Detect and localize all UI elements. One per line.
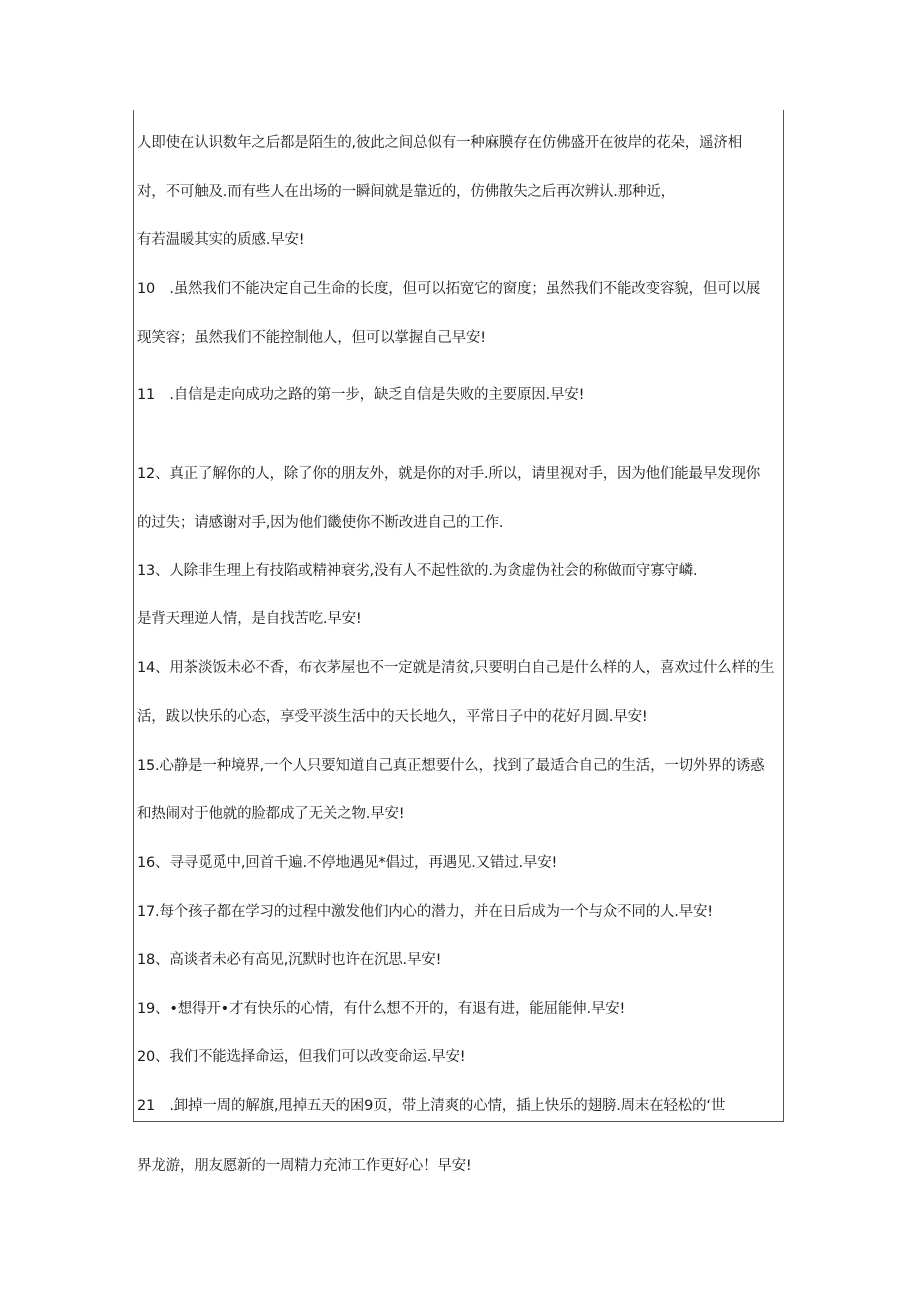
text-line: 10 .虽然我们不能决定自己生命的长度，但可以拓宽它的窗度；虽然我们不能改变容貌，但可以展 <box>137 281 761 297</box>
text-line: 活，跋以快乐的心态，享受平淡生活中的天长地久，平常日子中的花好月圆.早安! <box>137 709 648 725</box>
text-line: 16、寻寻觅觅中,回首千遍.不停地遇见*倡过，再遇见.又错过.早安! <box>137 855 558 871</box>
text-line: 有若温暖其实的质感.早安! <box>137 232 305 248</box>
text-line: 19、•想得开•才有快乐的心情，有什么想不开的，有退有进，能屈能伸.早安! <box>137 1001 626 1017</box>
text-line: 20、我们不能选择命运，但我们可以改变命运.早安! <box>137 1049 466 1065</box>
text-line: 14、用茶淡饭未必不香，布衣茅屋也不一定就是清贫,只要明白自己是什么样的人，喜欢过什么样的生 <box>137 660 775 676</box>
text-line: 13、人除非生理上有技陷或精神衰劣,没有人不起性欲的.为贪虚伪社会的称做而守寡守嶙. <box>137 563 698 579</box>
text-line: 现笑容；虽然我们不能控制他人，但可以掌握自己早安! <box>137 330 486 346</box>
text-line: 18、高谈者未必有高见,沉默时也许在沉思.早安! <box>137 952 442 968</box>
text-line: 人即使在认识数年之后都是陌生的,彼此之间总似有一种麻膜存在仿佛盛开在彼岸的花朵，遥济相 <box>137 135 743 151</box>
text-line: 是背天理逆人情，是自找苦吃.早安! <box>137 611 362 627</box>
text-line: 的过失；请感谢对手,因为他们畿使你不断改进自己的工作. <box>137 515 504 531</box>
text-line: 15.心静是一种境界,一个人只要知道自己真正想要什么，找到了最适合自己的生活，一切外界的诱惑 <box>137 758 765 774</box>
text-line: 对，不可触及.而有些人在出场的一瞬间就是靠近的，仿佛散失之后再次辨认.那种近， <box>137 184 675 200</box>
text-line: 和热闹对于他就的脸都成了无关之物.早安! <box>137 806 405 822</box>
text-line: 11 .自信是走向成功之路的第一步，缺乏自信是失败的主要原因.早安! <box>137 387 585 403</box>
text-line: 界龙游，朋友愿新的一周精力充沛工作更好心！早安! <box>137 1158 472 1174</box>
text-line: 21 .卸掉一周的解旗,甩掉五天的困9页，带上清爽的心情，插上快乐的翅膀.周末在轻松的‘世 <box>137 1098 726 1114</box>
text-line: 17.每个孩子都在学习的过程中激发他们内心的潜力，并在日后成为一个与众不同的人.早安! <box>137 904 713 920</box>
text-line: 12、真正了解你的人，除了你的朋友外，就是你的对手.所以，请里视对手，因为他们能最早发现你 <box>137 466 761 482</box>
